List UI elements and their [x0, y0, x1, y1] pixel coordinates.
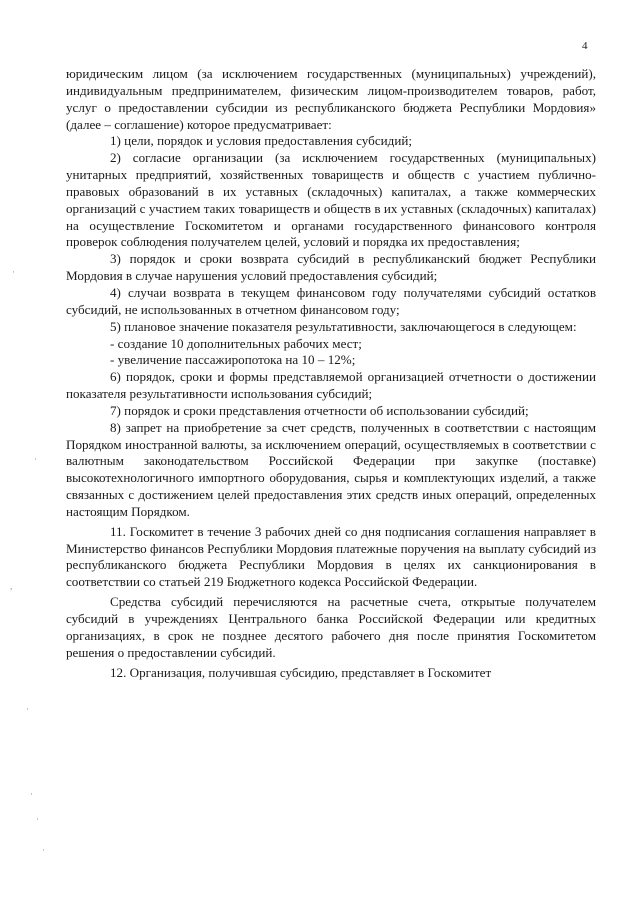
list-item-6: 6) порядок, сроки и формы представляемой организацией отчетности о достижении показателя результативности использования субсидий;	[66, 369, 596, 402]
list-item-3: 3) порядок и сроки возврата субсидий в республиканский бюджет Республики Мордовия в случае нарушения условий предоставления субсидий;	[66, 251, 596, 284]
scan-mark: ·	[42, 845, 45, 855]
list-item-1: 1) цели, порядок и условия предоставления субсидий;	[110, 133, 412, 149]
list-item-4: 4) случаи возврата в текущем финансовом году получателями субсидий остатков субсидий, не использованных в отчетном финансовом году;	[66, 284, 596, 317]
scan-mark: ·	[36, 814, 39, 824]
scan-mark: ·	[12, 267, 15, 277]
paragraph-clause-11: 11. Госкомитет в течение 3 рабочих дней со дня подписания соглашения направляет в Министерство финансов Республики Мордовия платежные поручения на выплату субсидий из республиканского бюджета Республики Мордовия в целях их санкционирования в соответствии со статьей 219 Бюджетного кодекса Российской Федерации.	[66, 523, 596, 590]
dash-item-jobs: - создание 10 дополнительных рабочих мест;	[110, 335, 362, 351]
scan-mark: ·	[26, 704, 29, 714]
paragraph-agreement-intro: юридическим лицом (за исключением государственных (муниципальных) учреждений), индивидуальным предпринимателем, физическим лицом-производителем товаров, работ, услуг о предоставлении субсидии из республиканского бюджета Республики Мордовия» (далее – соглашение) которое предусматривает:	[66, 66, 596, 132]
list-item-7: 7) порядок и сроки представления отчетности об использовании субсидий;	[110, 402, 529, 418]
scan-mark: ,	[10, 581, 13, 591]
document-body	[66, 66, 596, 681]
page-number: 4	[582, 40, 588, 52]
list-item-2: 2) согласие организации (за исключением государственных (муниципальных) унитарных предприятий, хозяйственных товариществ и обществ с участием публично-правовых образований в их уставных (складочных) капиталах, а также коммерческих организаций с участием таких товариществ и обществ в их уставных (складочных) капиталах) на осуществление Госкомитетом и органами государственного финансового контроля проверок соблюдения получателем целей, условий и порядка их предоставления;	[66, 150, 596, 250]
list-item-8: 8) запрет на приобретение за счет средств, полученных в соответствии с настоящим Порядком иностранной валюты, за исключением операций, осуществляемых в соответствии с валютным законодательством Российской Федерации при закупке (поставке) высокотехнологичного импортного оборудования, сырья и комплектующих изделий, а также связанных с достижением целей предоставления этих средств иных операций, определенных настоящим Порядком.	[66, 419, 596, 519]
scan-mark: ·	[30, 789, 33, 799]
dash-item-passengers: - увеличение пассажиропотока на 10 – 12%;	[110, 352, 356, 368]
scan-mark: ·	[34, 454, 37, 464]
list-item-5: 5) плановое значение показателя результативности, заключающегося в следующем:	[110, 318, 577, 334]
paragraph-clause-12: 12. Организация, получившая субсидию, представляет в Госкомитет	[110, 664, 492, 680]
paragraph-subsidy-transfer: Средства субсидий перечисляются на расчетные счета, открытые получателем субсидий в учреждениях Центрального банка Российской Федерации или кредитных организациях, в срок не позднее десятого рабочего дня после принятия Госкомитетом решения о предоставлении субсидий.	[66, 594, 596, 660]
